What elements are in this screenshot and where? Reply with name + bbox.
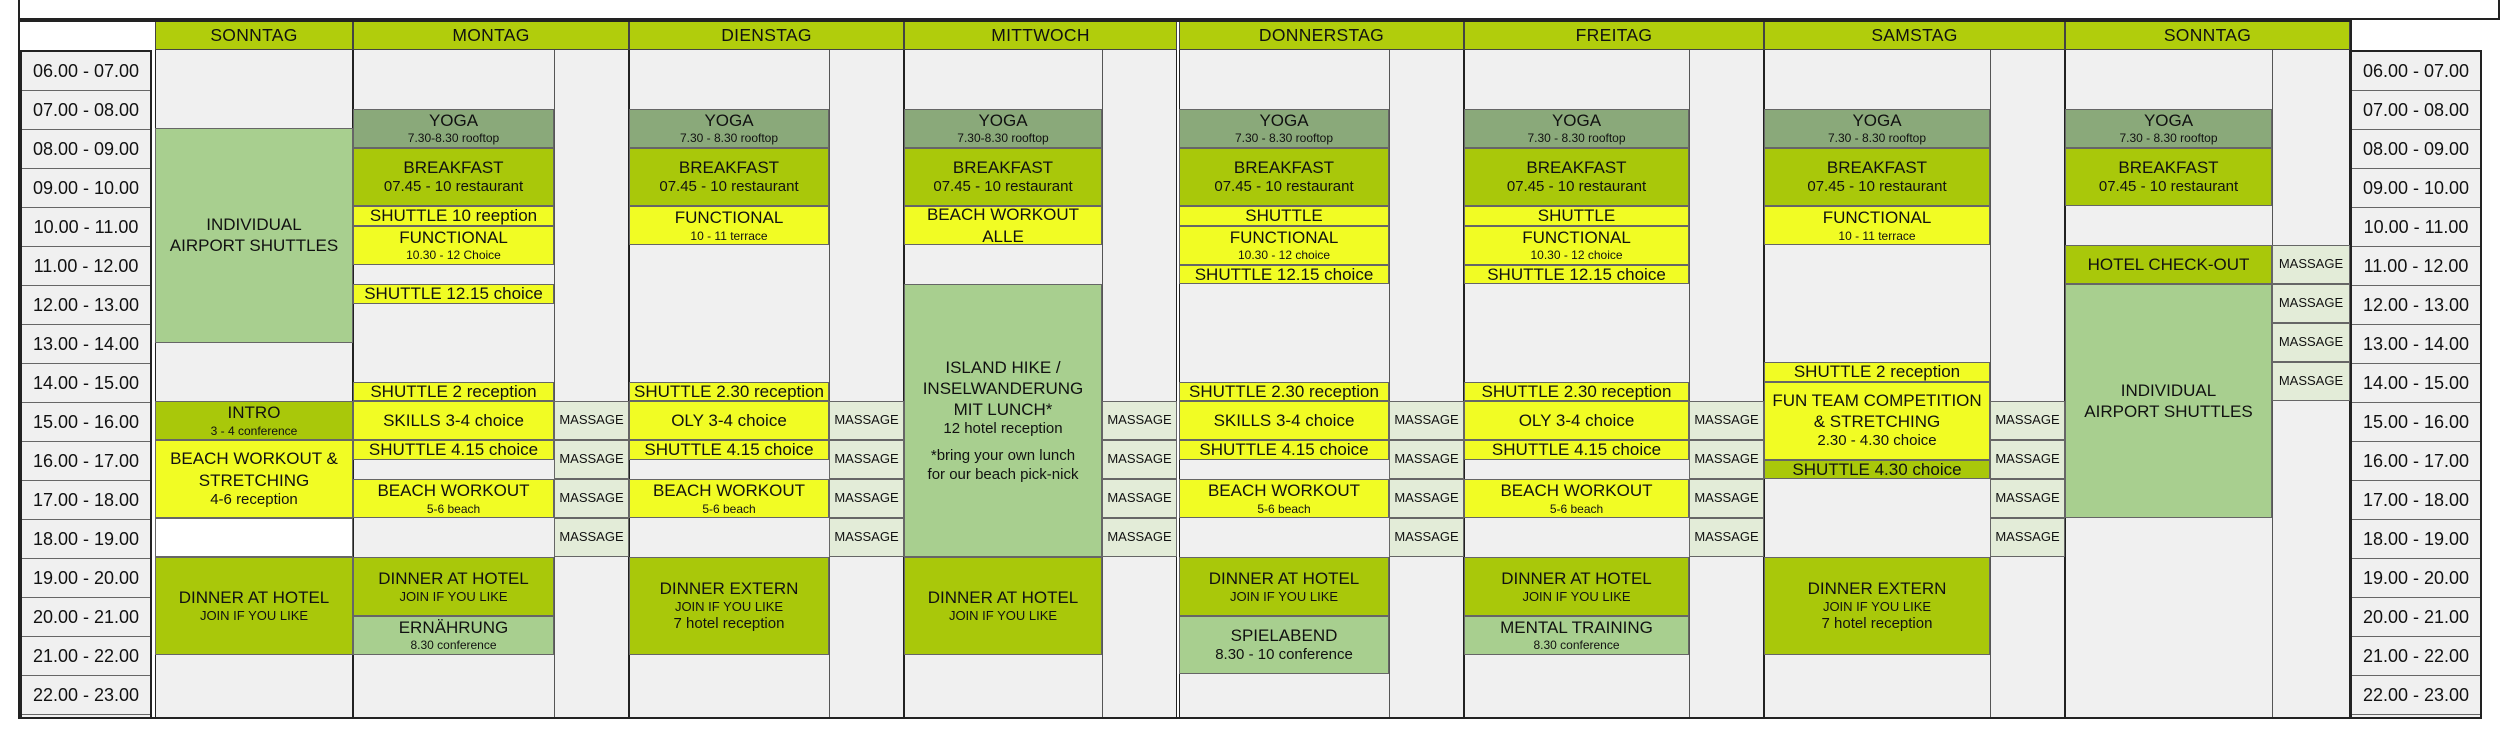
massage-slot [1102, 440, 1177, 479]
massage-slot [1389, 479, 1464, 518]
event-title: SHUTTLE 4.15 choice [1491, 440, 1662, 460]
event-title: DINNER EXTERN [659, 578, 799, 598]
massage-slot [1990, 401, 2065, 440]
event-detail: AIRPORT SHUTTLES [169, 236, 339, 256]
event-block [1464, 226, 1689, 265]
time-slot: 06.00 - 07.00 [22, 52, 150, 91]
event-title: BEACH WORKOUT [652, 481, 806, 501]
event-title: YOGA [704, 110, 754, 130]
event-title: DINNER AT HOTEL [927, 588, 1079, 607]
event-detail: JOIN IF YOU LIKE [1522, 588, 1631, 604]
event-block [1764, 109, 1990, 148]
event-detail: 10.30 - 12 Choice [406, 248, 501, 263]
event-title: SHUTTLE [1245, 206, 1323, 226]
event-title: OLY 3-4 choice [671, 410, 787, 430]
event-title: SHUTTLE 2.30 reception [1481, 381, 1672, 401]
event-title: INTRO [227, 403, 281, 423]
event-block [1764, 148, 1990, 207]
event-block [1464, 401, 1689, 440]
event-detail: 2.30 - 4.30 choice [1817, 432, 1937, 450]
event-title: BREAKFAST [1233, 157, 1335, 177]
massage-slot [2272, 362, 2350, 401]
event-detail: 07.45 - 10 restaurant [2098, 178, 2239, 195]
time-slot: 08.00 - 09.00 [22, 130, 150, 169]
event-title: BREAKFAST [1826, 157, 1928, 177]
event-block [1764, 206, 1990, 245]
event-block [353, 401, 554, 440]
day-header: MONTAG [353, 20, 629, 50]
event-detail: 7.30 - 8.30 rooftop [2119, 131, 2218, 146]
event-block [353, 206, 554, 226]
event-title: BREAKFAST [678, 157, 780, 177]
massage-slot [2272, 323, 2350, 362]
event-block [629, 401, 829, 440]
massage-slot [1102, 401, 1177, 440]
event-detail: JOIN IF YOU LIKE [199, 608, 309, 624]
event-detail: 07.45 - 10 restaurant [659, 178, 799, 195]
event-block [2065, 245, 2272, 284]
event-title: BREAKFAST [952, 157, 1054, 177]
event-detail: 07.45 - 10 restaurant [1214, 178, 1354, 195]
event-detail: INSELWANDERUNG [922, 378, 1084, 398]
event-title: DINNER AT HOTEL [178, 588, 330, 607]
event-title: MASSAGE [2278, 334, 2344, 350]
event-title: FUNCTIONAL [674, 208, 784, 228]
event-title: SHUTTLE 4.15 choice [1199, 440, 1369, 460]
day-header: SONNTAG [155, 20, 353, 50]
event-block [1179, 226, 1389, 265]
event-title: SHUTTLE 2 reception [1793, 362, 1961, 382]
event-title: HOTEL CHECK-OUT [2087, 254, 2250, 274]
event-block [1764, 557, 1990, 655]
event-title: FUNCTIONAL [399, 227, 508, 247]
time-slot: 06.00 - 07.00 [2352, 52, 2480, 91]
event-block [1179, 479, 1389, 518]
event-detail: 7.30-8.30 rooftop [407, 131, 500, 146]
time-slot: 17.00 - 18.00 [2352, 481, 2480, 520]
event-detail: 07.45 - 10 restaurant [383, 178, 524, 195]
event-detail: 5-6 beach [426, 501, 481, 516]
event-title: INDIVIDUAL [206, 215, 302, 234]
event-title: BEACH WORKOUT [1207, 481, 1361, 501]
massage-slot [829, 401, 904, 440]
event-detail: AIRPORT SHUTTLES [2084, 402, 2253, 421]
time-slot: 16.00 - 17.00 [22, 442, 150, 481]
event-detail: 8.30 conference [410, 638, 497, 653]
time-slot: 14.00 - 15.00 [22, 364, 150, 403]
event-block [629, 440, 829, 460]
event-block [155, 557, 353, 655]
event-block [353, 479, 554, 518]
event-title: MASSAGE [2278, 256, 2344, 272]
event-block [1464, 148, 1689, 207]
event-title: SHUTTLE 12.15 choice [1487, 264, 1666, 284]
time-slot: 19.00 - 20.00 [2352, 559, 2480, 598]
event-detail: 8.30 - 10 conference [1215, 646, 1353, 663]
event-title: BEACH WORKOUT & [170, 449, 338, 469]
event-block [2065, 109, 2272, 148]
event-title: YOGA [1551, 110, 1602, 130]
event-detail: 4-6 reception [210, 490, 298, 508]
massage-slot [1689, 440, 1764, 479]
event-title: SHUTTLE 4.15 choice [644, 440, 814, 460]
event-detail: 10 - 11 terrace [1838, 228, 1916, 243]
event-block [353, 148, 554, 207]
event-title: MASSAGE [1694, 412, 1759, 428]
event-title: BEACH WORKOUT [926, 206, 1080, 225]
day-header: FREITAG [1464, 20, 1764, 50]
event-detail: 7.30-8.30 rooftop [957, 131, 1049, 146]
time-slot: 21.00 - 22.00 [2352, 637, 2480, 676]
time-slot: 10.00 - 11.00 [2352, 208, 2480, 247]
event-block [1464, 265, 1689, 285]
event-title: DINNER AT HOTEL [1501, 568, 1652, 588]
event-title: BEACH WORKOUT [377, 481, 530, 501]
event-detail: 7.30 - 8.30 rooftop [679, 131, 779, 146]
event-detail: JOIN IF YOU LIKE [399, 588, 508, 604]
massage-slot [554, 479, 629, 518]
event-detail: 5-6 beach [1549, 501, 1604, 516]
event-detail: 7 hotel reception [1821, 615, 1933, 633]
event-title: YOGA [2143, 110, 2194, 130]
event-block [904, 557, 1102, 655]
time-slot: 11.00 - 12.00 [2352, 247, 2480, 286]
event-title: BREAKFAST [1526, 157, 1627, 177]
event-detail: 07.45 - 10 restaurant [1807, 178, 1947, 195]
time-slot: 09.00 - 10.00 [2352, 169, 2480, 208]
event-title: MASSAGE [1107, 490, 1172, 506]
event-title: FUNCTIONAL [1522, 227, 1631, 247]
time-slot: 22.00 - 23.00 [2352, 676, 2480, 715]
event-title: SKILLS 3-4 choice [383, 410, 524, 430]
time-slot: 07.00 - 08.00 [2352, 91, 2480, 130]
massage-slot [1689, 518, 1764, 557]
event-title: FUNCTIONAL [1229, 227, 1339, 247]
time-slot: 18.00 - 19.00 [22, 520, 150, 559]
massage-slot [829, 440, 904, 479]
massage-slot [2272, 245, 2350, 284]
time-column-right [2350, 50, 2482, 719]
event-title: MASSAGE [1107, 412, 1172, 428]
event-detail: MIT LUNCH* [953, 400, 1053, 419]
time-slot: 12.00 - 13.00 [22, 286, 150, 325]
event-title: SPIELABEND [1230, 625, 1338, 645]
massage-slot [829, 518, 904, 557]
event-title: YOGA [1259, 110, 1309, 130]
event-block [629, 557, 829, 655]
event-detail: 12 hotel reception [943, 420, 1063, 438]
event-block [1464, 382, 1689, 402]
event-detail: 7.30 - 8.30 rooftop [1527, 131, 1626, 146]
event-title: MASSAGE [1394, 412, 1459, 428]
event-title: OLY 3-4 choice [1518, 410, 1635, 430]
event-title: INDIVIDUAL [2120, 380, 2217, 400]
event-title: MASSAGE [834, 451, 899, 467]
event-title: SHUTTLE 2 reception [370, 381, 537, 401]
time-slot: 21.00 - 22.00 [22, 637, 150, 676]
event-block [1464, 616, 1689, 655]
time-slot: 15.00 - 16.00 [22, 403, 150, 442]
event-title: ERNÄHRUNG [398, 617, 509, 637]
event-title: MASSAGE [559, 412, 624, 428]
event-block [904, 284, 1102, 557]
event-title: SHUTTLE 2.30 reception [634, 381, 824, 401]
event-title: MASSAGE [2278, 295, 2344, 311]
time-slot: 11.00 - 12.00 [22, 247, 150, 286]
event-block [155, 401, 353, 440]
event-block [629, 109, 829, 148]
event-detail: 7 hotel reception [673, 615, 785, 633]
event-block [1464, 440, 1689, 460]
event-title: MASSAGE [1107, 529, 1172, 545]
event-detail: 8.30 conference [1533, 638, 1620, 653]
event-detail: 5-6 beach [1257, 501, 1311, 516]
event-block [353, 284, 554, 304]
event-block [1179, 382, 1389, 402]
event-detail: 7.30 - 8.30 rooftop [1827, 131, 1927, 146]
event-block [629, 206, 829, 245]
time-slot: 15.00 - 16.00 [2352, 403, 2480, 442]
event-block [904, 148, 1102, 207]
event-title: YOGA [978, 110, 1028, 130]
event-block [1179, 148, 1389, 207]
event-block [1464, 206, 1689, 226]
event-detail: 5-6 beach [702, 501, 756, 516]
event-title: MASSAGE [834, 490, 899, 506]
event-block [1464, 557, 1689, 616]
time-slot: 12.00 - 13.00 [2352, 286, 2480, 325]
event-block [1464, 479, 1689, 518]
time-slot: 20.00 - 21.00 [2352, 598, 2480, 637]
time-slot: 18.00 - 19.00 [2352, 520, 2480, 559]
event-block [1179, 206, 1389, 226]
event-title: SHUTTLE 2.30 reception [1189, 381, 1379, 401]
event-title: FUNCTIONAL [1822, 208, 1932, 228]
event-block [904, 206, 1102, 245]
event-block [155, 440, 353, 518]
event-title: ISLAND HIKE / [945, 357, 1061, 377]
event-block [155, 518, 353, 557]
day-header: DIENSTAG [629, 20, 904, 50]
event-title: MASSAGE [1995, 412, 2060, 428]
massage-slot [2272, 284, 2350, 323]
massage-slot [1689, 479, 1764, 518]
event-title: DINNER EXTERN [1807, 578, 1947, 598]
time-slot: 07.00 - 08.00 [22, 91, 150, 130]
event-title: MASSAGE [834, 529, 899, 545]
event-block [1179, 557, 1389, 616]
massage-slot [1389, 401, 1464, 440]
massage-column [554, 50, 629, 719]
time-slot: 17.00 - 18.00 [22, 481, 150, 520]
event-detail: ALLE [982, 226, 1024, 245]
event-title: MASSAGE [834, 412, 899, 428]
massage-column [1990, 50, 2065, 719]
event-block [629, 382, 829, 402]
event-title: MASSAGE [1694, 451, 1759, 467]
event-detail: *bring your own lunch [930, 447, 1076, 464]
event-title: MASSAGE [1394, 451, 1459, 467]
time-slot: 10.00 - 11.00 [22, 208, 150, 247]
event-block [1464, 109, 1689, 148]
event-block [1179, 265, 1389, 285]
massage-slot [1389, 518, 1464, 557]
event-detail: & STRETCHING [1813, 412, 1941, 432]
event-block [353, 226, 554, 265]
event-block [353, 616, 554, 655]
event-title: MENTAL TRAINING [1500, 617, 1653, 637]
event-block [353, 557, 554, 616]
massage-slot [1102, 518, 1177, 557]
event-title: SHUTTLE 10 reeption [369, 206, 538, 226]
event-block [155, 128, 353, 343]
massage-slot [554, 440, 629, 479]
event-detail: for our beach pick-nick [927, 465, 1079, 483]
event-title: MASSAGE [559, 529, 624, 545]
event-block [904, 109, 1102, 148]
event-title: SHUTTLE [1537, 206, 1616, 226]
event-block [2065, 284, 2272, 518]
event-block [2065, 148, 2272, 207]
event-title: FUN TEAM COMPETITION [1772, 390, 1982, 410]
massage-slot [829, 479, 904, 518]
massage-column [1689, 50, 1764, 719]
event-detail: 7.30 - 8.30 rooftop [1234, 131, 1334, 146]
time-slot: 13.00 - 14.00 [2352, 325, 2480, 364]
event-block [1764, 460, 1990, 480]
day-header: MITTWOCH [904, 20, 1177, 50]
event-title: MASSAGE [1995, 451, 2060, 467]
event-detail: JOIN IF YOU LIKE [1229, 588, 1339, 604]
event-title: MASSAGE [1694, 529, 1759, 545]
massage-column [1102, 50, 1177, 719]
massage-slot [554, 401, 629, 440]
massage-slot [554, 518, 629, 557]
massage-slot [1990, 518, 2065, 557]
event-detail: JOIN IF YOU LIKE [948, 608, 1058, 624]
event-title: MASSAGE [1694, 490, 1759, 506]
event-title: MASSAGE [559, 451, 624, 467]
massage-slot [1102, 479, 1177, 518]
event-title: SHUTTLE 4.15 choice [368, 440, 539, 460]
event-block [1764, 362, 1990, 382]
event-detail: 07.45 - 10 restaurant [1506, 178, 1647, 195]
event-title: MASSAGE [1995, 529, 2060, 545]
event-title: DINNER AT HOTEL [378, 568, 529, 588]
event-title: BREAKFAST [2118, 157, 2219, 177]
massage-column [1389, 50, 1464, 719]
event-detail: 3 - 4 conference [210, 423, 298, 438]
top-border [18, 0, 2500, 20]
event-title: BEACH WORKOUT [1500, 481, 1653, 501]
time-slot: 14.00 - 15.00 [2352, 364, 2480, 403]
event-detail: 10.30 - 12 choice [1530, 248, 1623, 263]
time-slot: 19.00 - 20.00 [22, 559, 150, 598]
event-title: MASSAGE [559, 490, 624, 506]
event-block [629, 479, 829, 518]
massage-slot [1990, 440, 2065, 479]
event-title: MASSAGE [1394, 529, 1459, 545]
massage-slot [1990, 479, 2065, 518]
massage-slot [1389, 440, 1464, 479]
event-title: SHUTTLE 4.30 choice [1792, 459, 1962, 479]
event-title: MASSAGE [1394, 490, 1459, 506]
event-block [353, 109, 554, 148]
massage-column [829, 50, 904, 719]
time-slot: 09.00 - 10.00 [22, 169, 150, 208]
event-detail: JOIN IF YOU LIKE [1822, 598, 1932, 614]
day-header: DONNERSTAG [1179, 20, 1464, 50]
event-block [629, 148, 829, 207]
event-detail: STRETCHING [198, 470, 310, 490]
event-block [1179, 401, 1389, 440]
day-header: SAMSTAG [1764, 20, 2065, 50]
event-title: SHUTTLE 12.15 choice [1194, 264, 1374, 284]
day-header: SONNTAG [2065, 20, 2350, 50]
event-title: SHUTTLE 12.15 choice [364, 284, 543, 304]
time-column-left [20, 50, 152, 719]
event-detail: 10.30 - 12 choice [1237, 248, 1331, 263]
event-block [353, 382, 554, 402]
event-title: MASSAGE [1995, 490, 2060, 506]
event-block [1179, 109, 1389, 148]
event-block [1179, 440, 1389, 460]
time-slot: 08.00 - 09.00 [2352, 130, 2480, 169]
event-block [353, 440, 554, 460]
event-detail: JOIN IF YOU LIKE [674, 598, 784, 614]
time-slot: 16.00 - 17.00 [2352, 442, 2480, 481]
massage-slot [1689, 401, 1764, 440]
event-block [1764, 382, 1990, 460]
event-title: BREAKFAST [403, 157, 504, 177]
event-title: YOGA [428, 110, 479, 130]
event-detail: 07.45 - 10 restaurant [933, 178, 1073, 195]
event-title: MASSAGE [1107, 451, 1172, 467]
time-slot: 20.00 - 21.00 [22, 598, 150, 637]
time-slot: 22.00 - 23.00 [22, 676, 150, 715]
event-title: YOGA [1852, 110, 1902, 130]
event-title: DINNER AT HOTEL [1208, 568, 1360, 588]
event-title: SKILLS 3-4 choice [1213, 410, 1355, 430]
event-title: MASSAGE [2278, 373, 2344, 389]
time-slot: 13.00 - 14.00 [22, 325, 150, 364]
event-block [1179, 616, 1389, 675]
event-detail: 10 - 11 terrace [690, 228, 768, 243]
